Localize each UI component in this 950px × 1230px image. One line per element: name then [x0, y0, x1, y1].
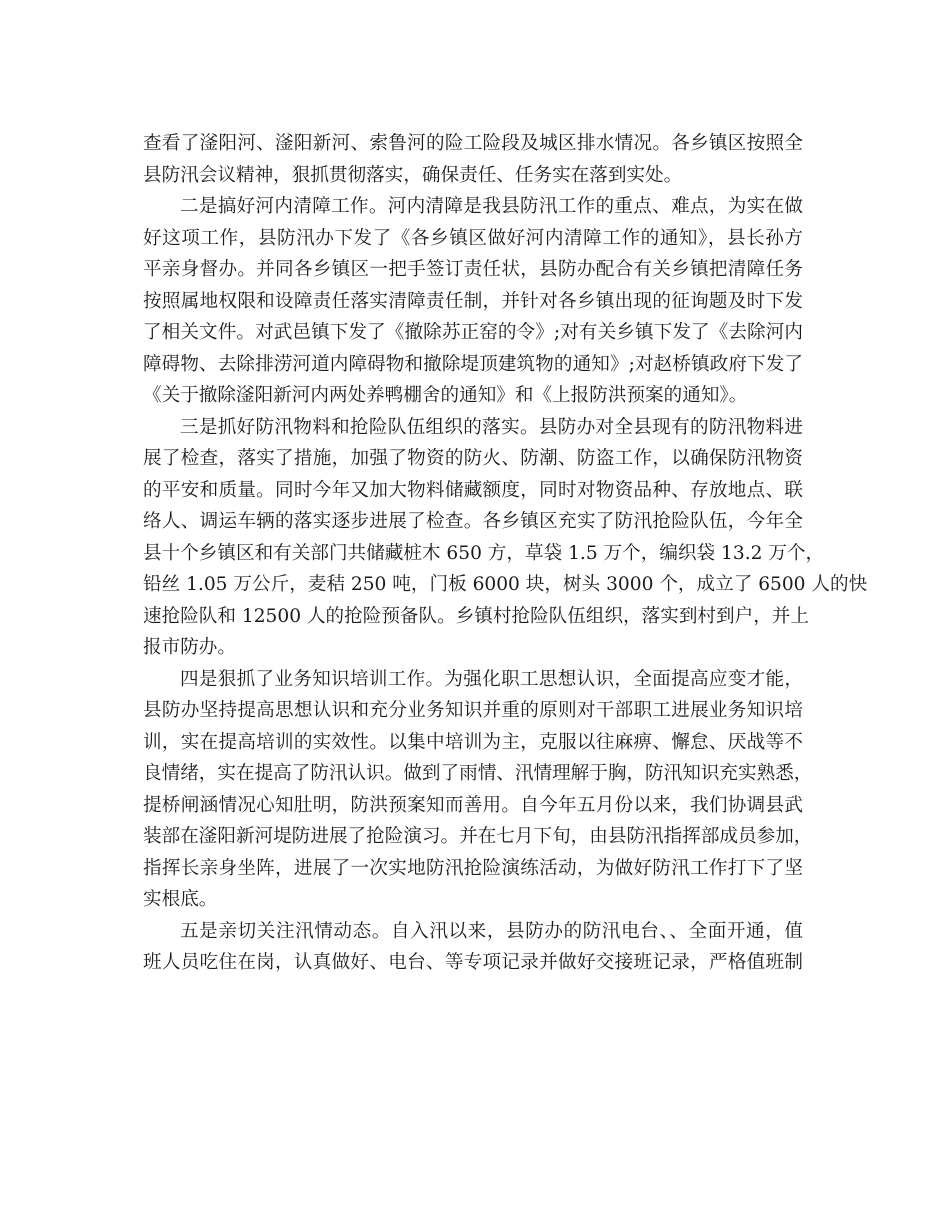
paragraph: [143, 128, 803, 191]
text-line: 装部在滏阳新河堤防进展了抢险演习。并在七月下旬，由县防汛指挥部成员参加，: [143, 826, 813, 847]
text-line: 县防汛会议精神，狠抓贯彻落实，确保责任、任务实在落到实处。: [143, 164, 683, 186]
text-line: 指挥长亲身坐阵，进展了一次实地防汛抢险演练活动，为做好防汛工作打下了坚: [143, 857, 803, 879]
text-line: 提桥闸涵情况心知肚明，防洪预案知而善用。自今年五月份以来，我们协调县武: [143, 794, 803, 816]
text-line: 三是抓好防汛物料和抢险队伍组织的落实。县防办对全县现有的防汛物料进: [180, 416, 803, 438]
text-line: 训，实在提高培训的实效性。以集中培训为主，克服以往麻痹、懈怠、厌战等不: [143, 731, 803, 753]
text-line: 报市防办。: [143, 637, 236, 658]
text-line: 查看了滏阳河、滏阳新河、索鲁河的险工险段及城区排水情况。各乡镇区按照全: [143, 133, 803, 154]
text-line: 县防办坚持提高思想认识和充分业务知识并重的原则对干部职工进展业务知识培: [143, 700, 803, 721]
text-line: 展了检查，落实了措施，加强了物资的防火、防潮、防盗工作，以确保防汛物资: [143, 448, 803, 469]
text-line: 络人、调运车辆的落实逐步进展了检查。各乡镇区充实了防汛抢险队伍，今年全: [143, 511, 803, 532]
text-line: 了相关文件。对武邑镇下发了《撤除苏正窑的令》;对有关乡镇下发了《去除河内: [143, 322, 803, 343]
text-line: 平亲身督办。并同各乡镇区一把手签订责任状，县防办配合有关乡镇把清障任务: [143, 259, 803, 280]
text-line: 按照属地权限和设障责任落实清障责任制，并针对各乡镇出现的征询题及时下发: [143, 290, 803, 312]
paragraph: [143, 412, 868, 664]
body-text: [143, 128, 868, 979]
text-line: 好这项工作，县防汛办下发了《各乡镇区做好河内清障工作的通知》，县长孙方: [143, 227, 803, 249]
text-line: 良情绪，实在提高了防汛认识。做到了雨情、汛情理解于胸，防汛知识充实熟悉，: [143, 763, 813, 784]
paragraph: [143, 664, 813, 916]
text-line: 实根底。: [143, 889, 218, 910]
text-line: 速抢险队和 12500 人的抢险预备队。乡镇村抢险队伍组织，落实到村到户，并上: [143, 605, 809, 627]
text-line: 二是搞好河内清障工作。河内清障是我县防汛工作的重点、难点，为实在做: [180, 196, 803, 217]
text-line: 铅丝 1.05 万公斤，麦秸 250 吨，门板 6000 块，树头 3000 个，成立了 6500 人的快: [143, 574, 868, 595]
paragraph: [143, 191, 803, 412]
text-line: 班人员吃住在岗，认真做好、电台、等专项记录并做好交接班记录，严格值班制: [143, 952, 803, 973]
text-line: 五是亲切关注汛情动态。自入汛以来，县防办的防汛电台、、全面开通，值: [180, 920, 803, 942]
text-line: 县十个乡镇区和有关部门共储藏桩木 650 方，草袋 1.5 万个，编织袋 13.2 万个，: [143, 542, 825, 564]
paragraph: [143, 916, 803, 979]
text-line: 的平安和质量。同时今年又加大物料储藏额度，同时对物资品种、存放地点、联: [143, 479, 803, 501]
text-line: 《关于撤除滏阳新河内两处养鸭棚舍的通知》和《上报防洪预案的通知》。: [143, 385, 748, 406]
text-line: 障碍物、去除排涝河道内障碍物和撤除堤顶建筑物的通知》;对赵桥镇政府下发了: [143, 353, 803, 375]
text-line: 四是狠抓了业务知识培训工作。为强化职工思想认识，全面提高应变才能，: [180, 668, 803, 690]
